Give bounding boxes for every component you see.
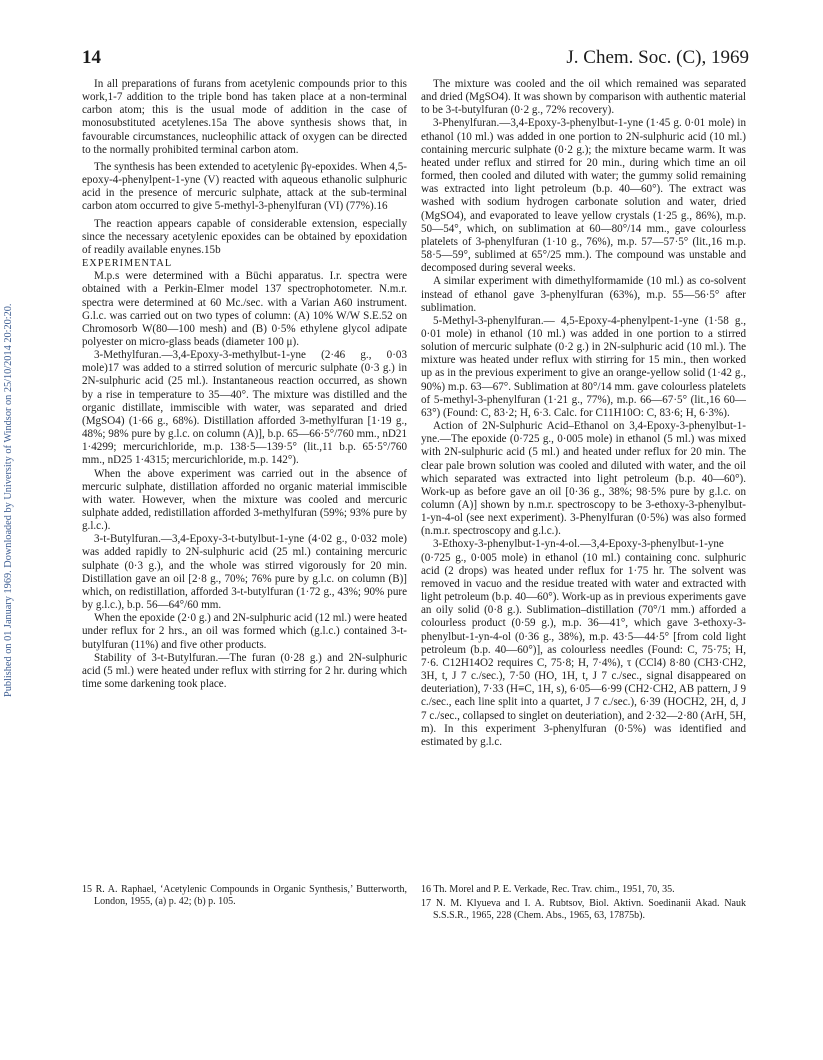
body-paragraph: Action of 2N-Sulphuric Acid–Ethanol on 3,4-Epoxy-3-phenylbut-1-yne.—The epoxide (0·725 g., 0·005 mole) in ethanol (5 ml.) was mixed with 2N-sulphuric acid (5 ml.) and heated under reflux for 20 min. The clear pale brown solution was cooled and diluted with water, and the oil which separated was extracted into light petroleum (b.p. 40—60°). Work-up as before gave an oil [0·36 g., 38%; 98·5% pure by g.l.c. on column (A)] shown by n.m.r. spectroscopy to be 3-ethoxy-3-phenylbut-1-yn-4-ol (see next experiment). 3-Phenylfuran (0·5%) was also formed (n.m.r. spectroscopy and g.l.c.).: [421, 420, 746, 538]
footnotes-left: [82, 884, 407, 910]
download-notice[interactable]: Published on 01 January 1969. Downloaded by University of Windsor on 25/10/2014 20:20:20.: [3, 303, 14, 697]
body-paragraph: 3-Methylfuran.—3,4-Epoxy-3-methylbut-1-yne (2·46 g., 0·03 mole)17 was added to a stirred solution of mercuric sulphate (0·3 g.) in 2N-sulphuric acid (25 ml.). Instantaneous reaction occurred, as shown by a rise in temperature to 35—40°. The mixture was distilled and the organic distillate, immiscible with water, was separated and dried (MgSO4) (1·66 g., 68%). Distillation afforded 3-methylfuran [1·19 g., 48%; 98% pure by g.l.c. on column (A)], b.p. 65—66·5°/760 mm., nD21 1·4299; mercurichloride, m.p. 138·5—139·5° (lit.,11 b.p. 65·5°/760 mm., nD25 1·4315; mercurichloride, m.p. 142°).: [82, 349, 407, 467]
body-paragraph: 3-t-Butylfuran.—3,4-Epoxy-3-t-butylbut-1-yne (4·02 g., 0·032 mole) was added rapidly to 2N-sulphuric acid (25 ml.) containing mercuric sulphate (0·3 g.), and the whole was stirred vigorously for 20 min. Distillation gave an oil [2·8 g., 70%; 76% pure by g.l.c. on column (B)] which, on redistillation, afforded 3-t-butylfuran (1·72 g., 43%; 90% pure by g.l.c.), b.p. 56—64°/60 mm.: [82, 533, 407, 612]
footnotes-right: [421, 884, 746, 924]
footnote: 15 R. A. Raphael, ‘Acetylenic Compounds in Organic Synthesis,’ Butterworth, London, 1955, (a) p. 42; (b) p. 105.: [82, 884, 407, 907]
body-paragraph: In all preparations of furans from acetylenic compounds prior to this work,1-7 addition to the triple bond has taken place at a non-terminal carbon atom; this is the usual mode of addition in the case of monosubstituted acetylenes.15a The above synthesis shows that, in favourable circumstances, nucleophilic attack of oxygen can be directed to the normally prohibited terminal carbon atom.: [82, 78, 407, 156]
body-paragraph: 3-Phenylfuran.—3,4-Epoxy-3-phenylbut-1-yne (1·45 g. 0·01 mole) in ethanol (10 ml.) was added in one portion to 2N-sulphuric acid (10 ml.) containing mercuric sulphate (0·2 g.); the mixture became warm. It was heated under reflux and stirred for 20 min., during which time an oil formed, then cooled and diluted with water; the gummy solid remaining was extracted into light petroleum (b.p. 40—60°). The extract was washed with sodium hydrogen carbonate solution and water, dried (MgSO4), and evaporated to leave yellow crystals (1·25 g., 86%), m.p. 50—54°, which, on sublimation at 60—80°/14 mm., gave colourless platelets of 3-phenylfuran (1·10 g., 76%), m.p. 57—57·5° (lit.,16 m.p. 58·5—59°, sublimed at 65°/25 mm.). The compound was unstable and decomposed during several weeks.: [421, 117, 746, 275]
body-paragraph: The synthesis has been extended to acetylenic βγ-epoxides. When 4,5-epoxy-4-phenylpent-1-yne (V) reacted with aqueous ethanolic sulphuric acid in the presence of mercuric sulphate, attack at the sub-terminal carbon atom occurred to give 5-methyl-3-phenylfuran (VI) (77%).16: [82, 160, 407, 213]
body-paragraph: The reaction appears capable of considerable extension, especially since the necessary acetylenic epoxides can be obtained by epoxidation of readily available enynes.15b: [82, 217, 407, 256]
section-heading-experimental: EXPERIMENTAL: [82, 258, 173, 270]
right-column: [421, 78, 746, 749]
page-number: 14: [82, 47, 101, 68]
footnote: 17 N. M. Klyueva and I. A. Rubtsov, Biol. Aktivn. Soedinanii Akad. Nauk S.S.S.R., 1965, 228 (Chem. Abs., 1965, 63, 17875b).: [421, 898, 746, 921]
body-paragraph: The mixture was cooled and the oil which remained was separated and dried (MgSO4). It was shown by comparison with authentic material to be 3-t-butylfuran (0·2 g., 72% recovery).: [421, 78, 746, 117]
body-paragraph: M.p.s were determined with a Büchi apparatus. I.r. spectra were obtained with a Perkin-Elmer model 137 spectrophotometer. N.m.r. spectra were determined at 60 Mc./sec. with a Varian A60 instrument. G.l.c. was carried out on two types of column: (A) 10% W/W S.E.52 on Chromosorb W(80—100 mesh) and (B) 0·5% ethylene glycol adipate polyester on micro-glass beads (diameter 100 μ).: [82, 270, 407, 348]
body-paragraph: 3-Ethoxy-3-phenylbut-1-yn-4-ol.—3,4-Epoxy-3-phenylbut-1-yne (0·725 g., 0·005 mole) in ethanol (10 ml.) containing conc. sulphuric acid (2 drops) was heated under reflux for 1·75 hr. The solvent was removed in vacuo and the residue treated with water and extracted with light petroleum (b.p. 40—60°). Work-up as in previous experiments gave an oily solid (0·8 g.). Sublimation–distillation (70°/1 mm.) afforded a colourless product (0·59 g.), m.p. 36—41°, which gave 3-ethoxy-3-phenylbut-1-yn-4-ol (0·36 g., 38%), m.p. 43·5—44·5° [from cold light petroleum (b.p. 40—60°)], as colourless needles (Found: C, 75·75; H, 7·6. C12H14O2 requires C, 75·8; H, 7·4%), τ (CCl4) 8·80 (CH3·CH2, 3H, t, J 7 c./sec.), 7·50 (HO, 1H, t, J 7 c./sec., signal disappeared on deuteriation), 7·33 (H≡C, 1H, s), 6·05—6·99 (CH2·CH2, AB pattern, J 9 c./sec., each line split into a quartet, J 7 c./sec.), 6·39 (HOCH2, 2H, d, J 7 c./sec., collapsed to singlet on deuteriation), and 2·32—2·80 (ArH, 5H, m). In this experiment 3-phenylfuran (0·5%) was identified and estimated by g.l.c.: [421, 538, 746, 748]
left-column: [82, 78, 407, 691]
running-head: J. Chem. Soc. (C), 1969: [566, 47, 749, 68]
body-paragraph: When the epoxide (2·0 g.) and 2N-sulphuric acid (12 ml.) were heated under reflux for 2 hrs., an oil was formed which (g.l.c.) contained 3-t-butylfuran (11%) and five other products.: [82, 612, 407, 651]
body-paragraph: Stability of 3-t-Butylfuran.—The furan (0·28 g.) and 2N-sulphuric acid (5 ml.) were heated under reflux with stirring for 2 hr. during which time some darkening took place.: [82, 651, 407, 691]
body-paragraph: A similar experiment with dimethylformamide (10 ml.) as co-solvent instead of ethanol gave 3-phenylfuran (63%), m.p. 55—56·5° after sublimation.: [421, 275, 746, 314]
footnote: 16 Th. Morel and P. E. Verkade, Rec. Trav. chim., 1951, 70, 35.: [421, 884, 675, 895]
body-paragraph: When the above experiment was carried out in the absence of mercuric sulphate, distillation afforded no organic material immiscible with water. However, when the mixture was cooled and mercuric sulphate added, redistillation afforded 3-methylfuran (59%; 93% pure by g.l.c.).: [82, 467, 407, 533]
body-paragraph: 5-Methyl-3-phenylfuran.— 4,5-Epoxy-4-phenylpent-1-yne (1·58 g., 0·01 mole) in ethanol (10 ml.) was added in one portion to a stirred solution of mercuric sulphate (0·2 g.) in 2N-sulphuric acid (10 ml.). The mixture was heated under reflux with stirring for 15 min., then worked up as in the previous experiment to give an orange-yellow solid (1·42 g., 90%) m.p. 63—67°. Sublimation at 80°/14 mm. gave colourless platelets of 5-methyl-3-phenylfuran (1·21 g., 77%), m.p. 66—67·5° (lit.,16 60—63°) (Found: C, 83·2; H, 6·3. Calc. for C11H10O: C, 83·6; H, 6·3%).: [421, 314, 746, 419]
